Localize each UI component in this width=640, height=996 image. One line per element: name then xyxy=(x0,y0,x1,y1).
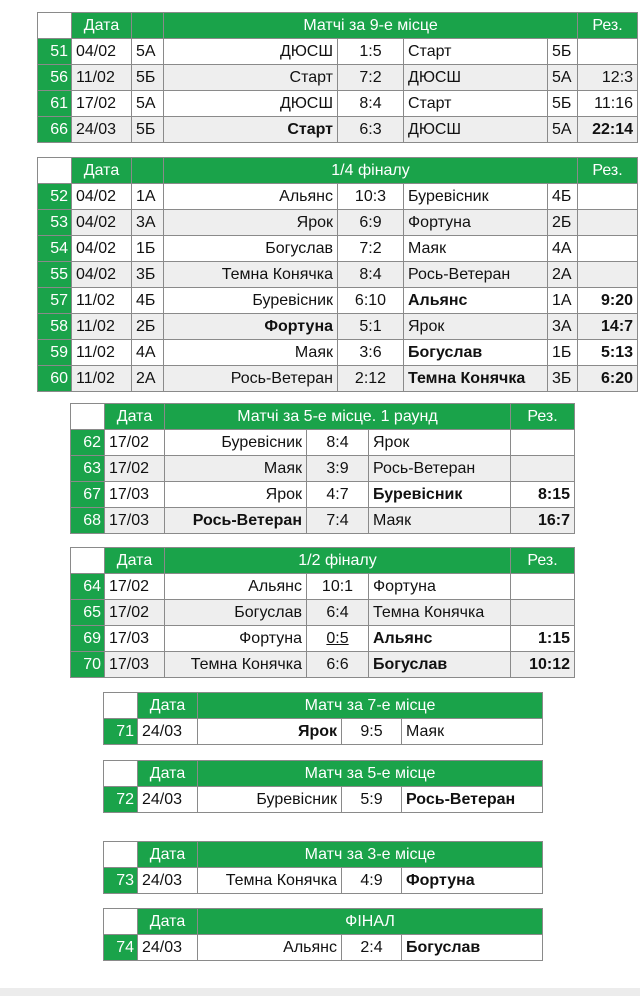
table-row xyxy=(71,600,575,626)
table-row xyxy=(104,935,543,961)
match-score: 7:4 xyxy=(307,508,369,534)
match-date: 24/03 xyxy=(138,868,198,894)
match-number: 62 xyxy=(71,430,105,456)
away-team: Фортуна xyxy=(402,868,543,894)
match-number: 57 xyxy=(38,288,72,314)
match-number: 69 xyxy=(71,626,105,652)
header-result: Рез. xyxy=(578,158,638,184)
home-code: 1А xyxy=(132,184,164,210)
match-number: 65 xyxy=(71,600,105,626)
stage-title: Матч за 3-е місце xyxy=(198,842,543,868)
home-code: 5А xyxy=(132,39,164,65)
match-number: 56 xyxy=(38,65,72,91)
stage-title: Матч за 7-е місце xyxy=(198,693,543,719)
match-number: 55 xyxy=(38,262,72,288)
away-team: Ярок xyxy=(369,430,511,456)
header-date: Дата xyxy=(105,404,165,430)
header-gap xyxy=(132,158,164,184)
match-score: 10:1 xyxy=(307,574,369,600)
away-code: 4А xyxy=(548,236,578,262)
away-code: 1Б xyxy=(548,340,578,366)
aggregate-result xyxy=(578,210,638,236)
aggregate-result: 10:12 xyxy=(511,652,575,678)
bottom-divider xyxy=(0,988,640,996)
table-row xyxy=(71,652,575,678)
home-code: 1Б xyxy=(132,236,164,262)
aggregate-result: 22:14 xyxy=(578,117,638,143)
match-number: 66 xyxy=(38,117,72,143)
stage-title: Матчі за 9-е місце xyxy=(164,13,578,39)
table-row xyxy=(38,210,638,236)
stage-title: Матч за 5-е місце xyxy=(198,761,543,787)
table-header xyxy=(71,404,575,430)
stage-title: 1/4 фіналу xyxy=(164,158,578,184)
table-row xyxy=(71,508,575,534)
table-row xyxy=(38,236,638,262)
aggregate-result xyxy=(578,39,638,65)
away-code: 1А xyxy=(548,288,578,314)
table-header xyxy=(71,548,575,574)
table-header xyxy=(104,693,543,719)
match-date: 17/02 xyxy=(105,574,165,600)
match-date: 17/02 xyxy=(105,430,165,456)
aggregate-result xyxy=(578,262,638,288)
match-number: 52 xyxy=(38,184,72,210)
match-score: 5:9 xyxy=(342,787,402,813)
aggregate-result: 14:7 xyxy=(578,314,638,340)
header-date: Дата xyxy=(105,548,165,574)
away-team: Рось-Ветеран xyxy=(404,262,548,288)
home-code: 5Б xyxy=(132,65,164,91)
table-row xyxy=(71,482,575,508)
away-team: Маяк xyxy=(404,236,548,262)
table-row xyxy=(104,787,543,813)
match-score: 6:6 xyxy=(307,652,369,678)
match-date: 17/03 xyxy=(105,626,165,652)
header-date: Дата xyxy=(138,909,198,935)
table-row xyxy=(71,430,575,456)
match-date: 17/02 xyxy=(105,600,165,626)
home-team: ДЮСШ xyxy=(164,39,338,65)
home-team: Фортуна xyxy=(164,314,338,340)
match-date: 24/03 xyxy=(138,787,198,813)
match-date: 04/02 xyxy=(72,184,132,210)
match-score: 2:12 xyxy=(338,366,404,392)
match-date: 11/02 xyxy=(72,65,132,91)
match-date: 11/02 xyxy=(72,366,132,392)
away-team: ДЮСШ xyxy=(404,117,548,143)
home-team: Рось-Ветеран xyxy=(164,366,338,392)
match-score: 3:6 xyxy=(338,340,404,366)
table-row xyxy=(71,456,575,482)
away-team: Рось-Ветеран xyxy=(369,456,511,482)
away-code: 5Б xyxy=(548,39,578,65)
stage-title: 1/2 фіналу xyxy=(165,548,511,574)
away-code: 5А xyxy=(548,117,578,143)
table-row xyxy=(38,117,638,143)
match-date: 24/03 xyxy=(138,935,198,961)
home-team: Богуслав xyxy=(165,600,307,626)
match-score: 7:2 xyxy=(338,236,404,262)
match-score: 8:4 xyxy=(307,430,369,456)
home-team: Темна Конячка xyxy=(164,262,338,288)
match-number: 53 xyxy=(38,210,72,236)
home-team: Маяк xyxy=(165,456,307,482)
aggregate-result xyxy=(511,600,575,626)
away-team: Буревісник xyxy=(369,482,511,508)
match-date: 04/02 xyxy=(72,39,132,65)
match-score: 6:9 xyxy=(338,210,404,236)
match-date: 24/03 xyxy=(138,719,198,745)
home-code: 2А xyxy=(132,366,164,392)
match-number: 60 xyxy=(38,366,72,392)
table-quarterfinals xyxy=(37,157,638,392)
header-date: Дата xyxy=(72,158,132,184)
header-result: Рез. xyxy=(511,548,575,574)
table-row xyxy=(38,314,638,340)
home-code: 3Б xyxy=(132,262,164,288)
home-team: Альянс xyxy=(164,184,338,210)
match-number: 72 xyxy=(104,787,138,813)
home-code: 5Б xyxy=(132,117,164,143)
aggregate-result: 9:20 xyxy=(578,288,638,314)
match-score: 10:3 xyxy=(338,184,404,210)
header-blank xyxy=(71,404,105,430)
away-code: 3Б xyxy=(548,366,578,392)
header-date: Дата xyxy=(138,842,198,868)
away-team: ДЮСШ xyxy=(404,65,548,91)
match-date: 04/02 xyxy=(72,236,132,262)
home-team: Маяк xyxy=(164,340,338,366)
aggregate-result: 1:15 xyxy=(511,626,575,652)
table-row xyxy=(38,39,638,65)
aggregate-result xyxy=(511,456,575,482)
match-number: 67 xyxy=(71,482,105,508)
away-team: Буревісник xyxy=(404,184,548,210)
away-team: Темна Конячка xyxy=(369,600,511,626)
header-gap xyxy=(132,13,164,39)
away-team: Ярок xyxy=(404,314,548,340)
table-semifinals xyxy=(70,547,575,678)
home-team: Ярок xyxy=(198,719,342,745)
match-number: 63 xyxy=(71,456,105,482)
table-row xyxy=(38,288,638,314)
header-blank xyxy=(71,548,105,574)
away-code: 5А xyxy=(548,65,578,91)
match-score: 0:5 xyxy=(307,626,369,652)
match-number: 58 xyxy=(38,314,72,340)
match-date: 04/02 xyxy=(72,262,132,288)
table-header xyxy=(104,842,543,868)
match-score: 2:4 xyxy=(342,935,402,961)
match-score: 9:5 xyxy=(342,719,402,745)
home-team: Фортуна xyxy=(165,626,307,652)
header-result: Рез. xyxy=(578,13,638,39)
aggregate-result: 8:15 xyxy=(511,482,575,508)
away-team: Маяк xyxy=(402,719,543,745)
table-row xyxy=(38,262,638,288)
match-number: 68 xyxy=(71,508,105,534)
header-blank xyxy=(104,909,138,935)
home-team: Ярок xyxy=(164,210,338,236)
table-row xyxy=(38,65,638,91)
header-date: Дата xyxy=(138,693,198,719)
stage-title: ФІНАЛ xyxy=(198,909,543,935)
home-team: Буревісник xyxy=(198,787,342,813)
away-team: Темна Конячка xyxy=(404,366,548,392)
table-5th-place-round1 xyxy=(70,403,575,534)
away-team: Фортуна xyxy=(369,574,511,600)
away-team: Рось-Ветеран xyxy=(402,787,543,813)
match-date: 24/03 xyxy=(72,117,132,143)
aggregate-result: 16:7 xyxy=(511,508,575,534)
table-final xyxy=(103,908,543,961)
table-7th-place xyxy=(103,692,543,745)
aggregate-result: 6:20 xyxy=(578,366,638,392)
match-number: 64 xyxy=(71,574,105,600)
away-team: Фортуна xyxy=(404,210,548,236)
away-code: 3А xyxy=(548,314,578,340)
home-team: Богуслав xyxy=(164,236,338,262)
table-header xyxy=(104,761,543,787)
table-row xyxy=(38,91,638,117)
match-number: 59 xyxy=(38,340,72,366)
away-code: 2А xyxy=(548,262,578,288)
away-code: 2Б xyxy=(548,210,578,236)
home-team: Буревісник xyxy=(165,430,307,456)
header-blank xyxy=(104,761,138,787)
stage-title: Матчі за 5-е місце. 1 раунд xyxy=(165,404,511,430)
home-team: Рось-Ветеран xyxy=(165,508,307,534)
match-number: 51 xyxy=(38,39,72,65)
away-team: Маяк xyxy=(369,508,511,534)
match-date: 11/02 xyxy=(72,314,132,340)
match-score: 3:9 xyxy=(307,456,369,482)
match-date: 17/03 xyxy=(105,508,165,534)
match-date: 11/02 xyxy=(72,288,132,314)
table-row xyxy=(71,574,575,600)
match-date: 11/02 xyxy=(72,340,132,366)
header-blank xyxy=(104,693,138,719)
header-blank xyxy=(38,158,72,184)
home-code: 2Б xyxy=(132,314,164,340)
match-score: 8:4 xyxy=(338,262,404,288)
match-score: 1:5 xyxy=(338,39,404,65)
aggregate-result: 5:13 xyxy=(578,340,638,366)
home-code: 4А xyxy=(132,340,164,366)
home-team: Старт xyxy=(164,65,338,91)
aggregate-result xyxy=(578,236,638,262)
aggregate-result: 12:3 xyxy=(578,65,638,91)
match-date: 04/02 xyxy=(72,210,132,236)
header-blank xyxy=(38,13,72,39)
table-row xyxy=(104,868,543,894)
header-date: Дата xyxy=(72,13,132,39)
match-date: 17/02 xyxy=(72,91,132,117)
match-date: 17/03 xyxy=(105,652,165,678)
away-team: Альянс xyxy=(369,626,511,652)
match-date: 17/02 xyxy=(105,456,165,482)
match-score: 6:4 xyxy=(307,600,369,626)
home-team: Буревісник xyxy=(164,288,338,314)
table-row xyxy=(71,626,575,652)
match-date: 17/03 xyxy=(105,482,165,508)
aggregate-result xyxy=(511,574,575,600)
header-blank xyxy=(104,842,138,868)
match-number: 71 xyxy=(104,719,138,745)
home-code: 4Б xyxy=(132,288,164,314)
home-team: Старт xyxy=(164,117,338,143)
table-header xyxy=(38,13,638,39)
match-score: 6:3 xyxy=(338,117,404,143)
header-date: Дата xyxy=(138,761,198,787)
home-team: Темна Конячка xyxy=(198,868,342,894)
match-number: 70 xyxy=(71,652,105,678)
away-team: Богуслав xyxy=(369,652,511,678)
table-header xyxy=(38,158,638,184)
home-team: Альянс xyxy=(165,574,307,600)
table-row xyxy=(38,184,638,210)
match-number: 54 xyxy=(38,236,72,262)
match-number: 61 xyxy=(38,91,72,117)
away-team: Старт xyxy=(404,39,548,65)
match-score: 8:4 xyxy=(338,91,404,117)
match-number: 74 xyxy=(104,935,138,961)
aggregate-result xyxy=(511,430,575,456)
home-code: 5А xyxy=(132,91,164,117)
table-row xyxy=(38,340,638,366)
table-row xyxy=(38,366,638,392)
home-team: ДЮСШ xyxy=(164,91,338,117)
match-score: 7:2 xyxy=(338,65,404,91)
home-team: Темна Конячка xyxy=(165,652,307,678)
aggregate-result xyxy=(578,184,638,210)
match-score: 5:1 xyxy=(338,314,404,340)
home-code: 3А xyxy=(132,210,164,236)
table-9th-place xyxy=(37,12,638,143)
home-team: Ярок xyxy=(165,482,307,508)
header-result: Рез. xyxy=(511,404,575,430)
away-team: Альянс xyxy=(404,288,548,314)
table-row xyxy=(104,719,543,745)
aggregate-result: 11:16 xyxy=(578,91,638,117)
away-team: Старт xyxy=(404,91,548,117)
match-number: 73 xyxy=(104,868,138,894)
home-team: Альянс xyxy=(198,935,342,961)
away-team: Богуслав xyxy=(402,935,543,961)
table-5th-place xyxy=(103,760,543,813)
match-score: 4:9 xyxy=(342,868,402,894)
away-code: 5Б xyxy=(548,91,578,117)
table-header xyxy=(104,909,543,935)
away-team: Богуслав xyxy=(404,340,548,366)
match-score: 4:7 xyxy=(307,482,369,508)
away-code: 4Б xyxy=(548,184,578,210)
match-score: 6:10 xyxy=(338,288,404,314)
table-3rd-place xyxy=(103,841,543,894)
